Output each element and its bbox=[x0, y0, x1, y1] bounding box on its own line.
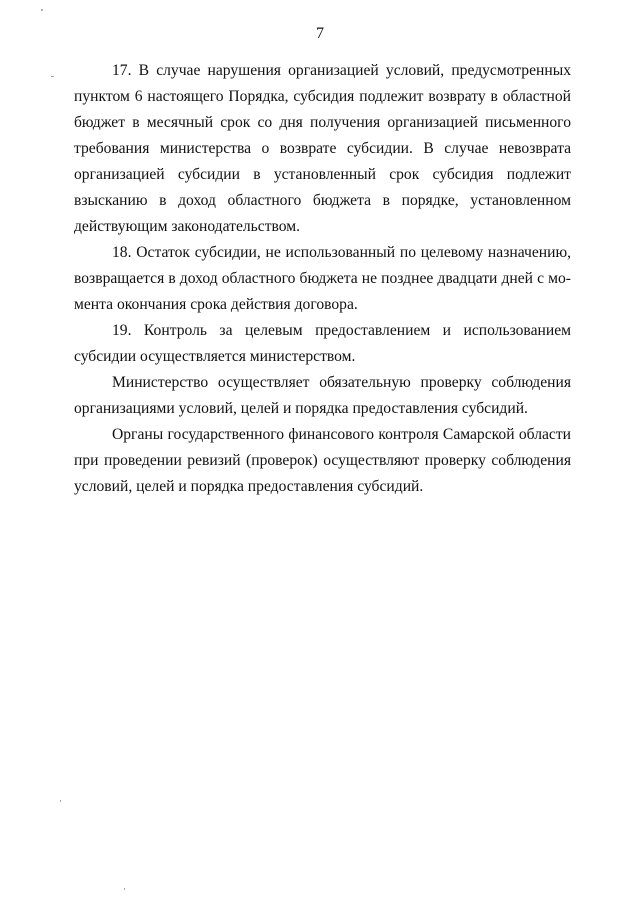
document-body bbox=[74, 58, 571, 500]
paragraph-17-refund: 17. В случае нарушения организацией условий, предусмотренных пунктом 6 настоящего Порядка, субсидия подлежит возврату в областной бюджет в месячный срок со дня получения организацией письменного требования министерства о возврате субсидии. В случае невозврата организацией субсидии в установленный срок субсидия подлежит взысканию в доход областного бюджета в порядке, установленном действующим законодательством. bbox=[74, 62, 571, 235]
paragraph-ministry-check: Министерство осуществляет обязательную проверку соблюдения организациями условий, целей и порядка предоставления субсидий. bbox=[74, 374, 571, 417]
page-number: 7 bbox=[316, 25, 324, 42]
paragraph-18-remainder: 18. Остаток субсидии, не использованный по целевому назначению, возвращается в доход областного бюджета не позднее двадцати дней с момента окончания срока действия договора. bbox=[74, 244, 571, 313]
scan-artifact bbox=[51, 76, 54, 77]
scan-artifact bbox=[124, 888, 125, 890]
scan-artifact bbox=[60, 800, 61, 802]
scan-artifact bbox=[41, 9, 43, 11]
paragraph-19-control: 19. Контроль за целевым предоставлением и использованием субсидии осуществляется министерством. bbox=[74, 322, 571, 365]
paragraph-financial-control: Органы государственного финансового контроля Самарской области при проведении ревизий (проверок) осуществляют проверку соблюдения условий, целей и порядка предоставления субсидий. bbox=[74, 426, 571, 495]
